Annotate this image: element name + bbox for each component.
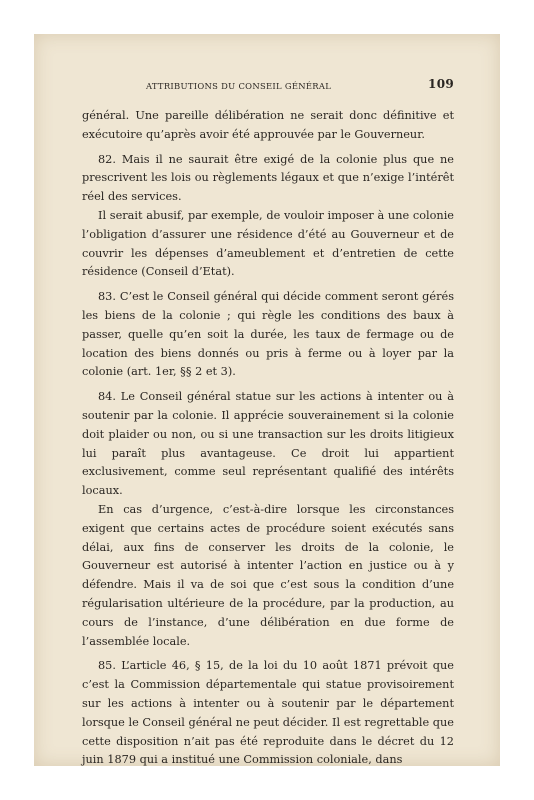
paragraph-82: 82. Mais il ne saurait être exigé de la colonie plus que ne prescrivent les lois ou règlements légaux et que n’exige l’intérêt réel des services. <box>82 152 454 204</box>
running-title: ATTRIBUTIONS DU CONSEIL GÉNÉRAL <box>146 81 332 91</box>
paragraph-82-example: Il serait abusif, par exemple, de vouloir imposer à une colonie l’obligation d’assurer une résidence d’été au Gouverneur et de couvrir les dépenses d’ameublement et d’entretien de cette résidence (Conseil d’Etat). <box>82 208 454 279</box>
running-header <box>82 77 454 95</box>
paragraph-83: 83. C’est le Conseil général qui décide comment seront gérés les biens de la colonie ; qui règle les conditions des baux à passer, quelle qu’en soit la durée, les taux de fermage ou de location des biens donnés ou pris à ferme ou à loyer par la colonie (art. 1er, §§ 2 et 3). <box>82 290 454 379</box>
paragraph-85: 85. L’article 46, § 15, de la loi du 10 août 1871 prévoit que c’est la Commission départementale qui statue provisoirement sur les actions à intenter ou à soutenir par le département lorsque le Conseil général ne peut décider. Il est regrettable que cette disposition n’ait pas été reproduite dans le décret du 12 juin 1879 qui a institué une Commission coloniale, dans <box>82 659 454 766</box>
paragraph-84-urgency: En cas d’urgence, c’est-à-dire lorsque les circonstances exigent que certains actes de procédure soient exécutés sans délai, aux fins de conserver les droits de la colonie, le Gouverneur est autorisé à intenter l’action en justice ou à y défendre. Mais il va de soi que c’est sous la condition d’une régularisation ultérieure de la procédure, par la production, au cours de l’instance, d’une délibération en due forme de l’assemblée locale. <box>82 502 454 648</box>
body-text <box>82 107 454 766</box>
scanned-page <box>34 34 500 766</box>
paragraph-continuation: général. Une pareille délibération ne serait donc définitive et exécutoire qu’après avoir été approuvée par le Gouverneur. <box>82 109 454 141</box>
page-content <box>82 77 454 766</box>
paragraph-84: 84. Le Conseil général statue sur les actions à intenter ou à soutenir par la colonie. Il apprécie souverainement si la colonie doit plaider ou non, ou si une transaction sur les droits litigieux lui paraît plus avantageuse. Ce droit lui appartient exclusivement, comme seul représentant qualifié des intérêts locaux. <box>82 390 454 498</box>
page-number: 109 <box>428 77 454 91</box>
